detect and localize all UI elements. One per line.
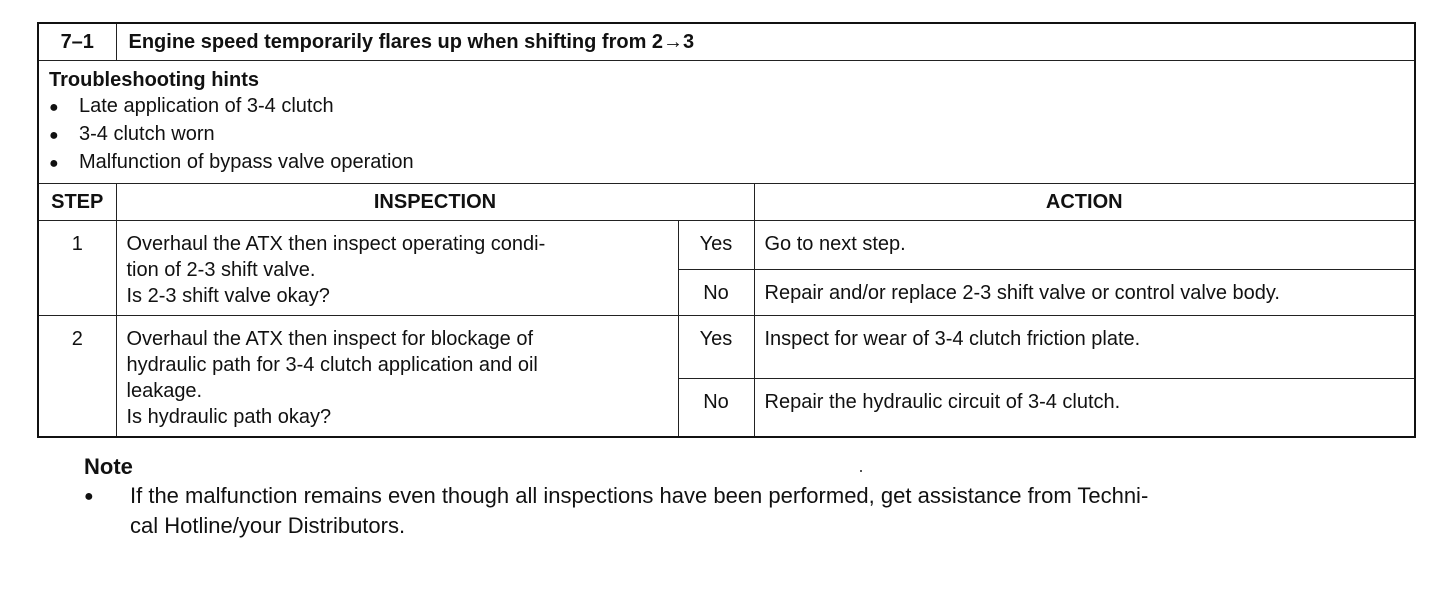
- no-label: No: [678, 378, 754, 437]
- inspection-line: leakage.: [126, 380, 203, 402]
- bullet-icon: ●: [84, 488, 94, 505]
- note-section: [84, 453, 1404, 541]
- yes-action: Go to next step.: [754, 221, 1415, 270]
- hint-text: Late application of 3-4 clutch: [79, 95, 334, 117]
- scan-speck: [860, 470, 862, 472]
- list-item: [49, 149, 1404, 177]
- step-inspection: [116, 316, 678, 438]
- inspection-line: Overhaul the ATX then inspect for blockage of: [126, 328, 534, 350]
- column-header-inspection: INSPECTION: [116, 184, 754, 221]
- no-action: Repair and/or replace 2-3 shift valve or control valve body.: [754, 269, 1415, 315]
- list-item: [49, 93, 1404, 121]
- note-item: [84, 481, 1404, 541]
- no-label: No: [678, 269, 754, 315]
- hints-cell: [38, 61, 1415, 184]
- inspection-line: Is hydraulic path okay?: [126, 406, 332, 428]
- inspection-line: tion of 2-3 shift valve.: [126, 259, 316, 281]
- step-number: 1: [38, 221, 116, 316]
- hints-list: [49, 93, 1404, 177]
- troubleshooting-table: [37, 22, 1416, 438]
- inspection-line: Overhaul the ATX then inspect operating condi-: [126, 233, 546, 255]
- list-item: [49, 121, 1404, 149]
- hint-text: Malfunction of bypass valve operation: [79, 151, 414, 173]
- bullet-icon: ●: [49, 127, 59, 144]
- bullet-icon: ●: [49, 99, 59, 116]
- yes-label: Yes: [678, 221, 754, 270]
- bullet-icon: ●: [49, 155, 59, 172]
- yes-action: Inspect for wear of 3-4 clutch friction plate.: [754, 316, 1415, 379]
- procedure-code: 7–1: [38, 23, 116, 61]
- step-inspection: [116, 221, 678, 316]
- hints-title: Troubleshooting hints: [49, 69, 259, 91]
- table-row: [38, 221, 1415, 270]
- procedure-title: Engine speed temporarily flares up when shifting from 2→3: [116, 23, 1415, 61]
- column-header-action: ACTION: [754, 184, 1415, 221]
- inspection-line: Is 2-3 shift valve okay?: [126, 285, 330, 307]
- note-line: cal Hotline/your Distributors.: [130, 513, 406, 538]
- table-row: [38, 316, 1415, 379]
- no-action: Repair the hydraulic circuit of 3-4 clutch.: [754, 378, 1415, 437]
- column-header-row: [38, 184, 1415, 221]
- hints-row: [38, 61, 1415, 184]
- yes-label: Yes: [678, 316, 754, 379]
- inspection-line: hydraulic path for 3-4 clutch application and oil: [126, 354, 538, 376]
- step-number: 2: [38, 316, 116, 438]
- note-line: If the malfunction remains even though all inspections have been performed, get assistance from Techni-: [130, 483, 1149, 508]
- column-header-step: STEP: [38, 184, 116, 221]
- hint-text: 3-4 clutch worn: [79, 123, 215, 145]
- note-title: Note: [84, 454, 133, 479]
- table-title-row: [38, 23, 1415, 61]
- note-text: [130, 481, 1404, 541]
